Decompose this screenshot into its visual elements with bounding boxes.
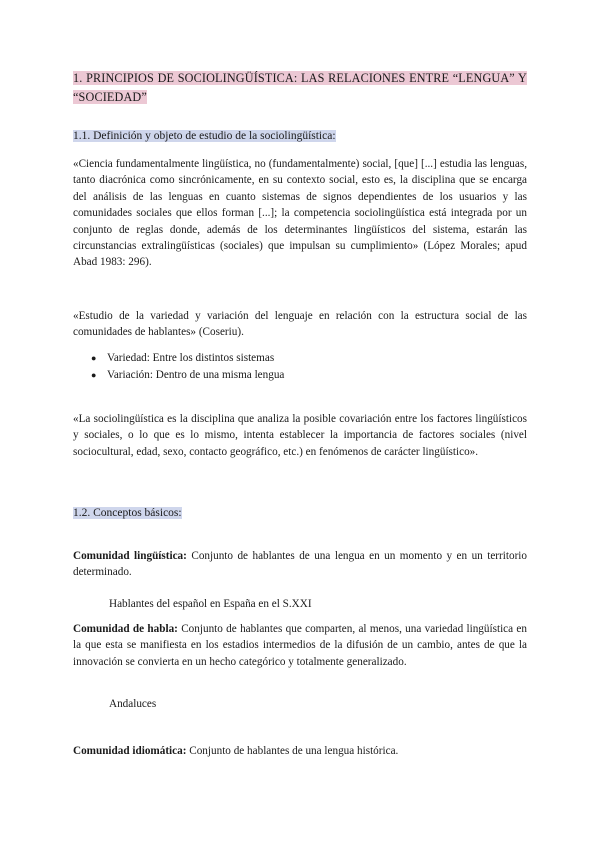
concept-term: Comunidad idiomática: (73, 745, 187, 757)
concept-definition (73, 743, 527, 759)
concept-term: Comunidad de habla: (73, 623, 178, 635)
subsection-heading-text: 1.2. Conceptos básicos: (73, 507, 182, 519)
list-item (91, 367, 511, 384)
concept-text: Conjunto de hablantes de una lengua en un momento y en un territorio determinado. (73, 550, 527, 579)
quote-paragraph-coseriu: «Estudio de la variedad y variación del lenguaje en relación con la estructura social de las comunidades de hablantes» (Coseriu). (73, 310, 527, 339)
concept-example: Hablantes del español en España en el S.XXI (109, 598, 312, 610)
list-item (91, 350, 511, 367)
subsection-heading-text: 1.1. Definición y objeto de estudio de la sociolingüística: (73, 130, 336, 142)
bullet-icon: ● (91, 370, 97, 380)
bullet-icon: ● (91, 353, 97, 363)
list-item-text: Variación: Dentro de una misma lengua (107, 369, 285, 381)
concept-definition (73, 548, 527, 581)
bullet-list (91, 350, 511, 384)
concept-text: Conjunto de hablantes que comparten, al menos, una variedad lingüística en la que esta se manifiesta en los estadios intermedios de la difusión de un cambio, antes de que la innovación se convierta en un hecho categórico y totalmente generalizado. (73, 623, 527, 668)
section-heading (73, 69, 527, 107)
concept-text: Conjunto de hablantes de una lengua histórica. (186, 745, 399, 757)
subsection-heading (73, 505, 527, 521)
quote-paragraph: «Ciencia fundamentalmente lingüística, no (fundamentalmente) social, [que] [...] estudia las lenguas, tanto diacrónica como sincrónicamente, en su contexto social, esto es, la disciplina que se encarga del análisis de las lenguas en cuanto sistemas de signos dependientes de los usuarios y las comunidades sociales que ellos forman [...]; la competencia sociolingüística está integrada por un conjunto de reglas donde, además de los determinantes lingüísticos del sistema, estarán las circunstancias extralingüísticas (sociales) que impulsan su cumplimiento» (López Morales; apud Abad 1983: 296). (73, 158, 527, 269)
concept-term: Comunidad lingüística: (73, 550, 187, 562)
section-heading-text: 1. PRINCIPIOS DE SOCIOLINGÜÍSTICA: LAS RELACIONES ENTRE “LENGUA” Y “SOCIEDAD” (73, 71, 527, 104)
quote-paragraph-sociolinguistics: «La sociolingüística es la disciplina que analiza la posible covariación entre los factores lingüísticos y sociales, o lo que es lo mismo, intenta establecer la importancia de factores sociales (nivel sociocultural, edad, sexo, contacto geográfico, etc.) en fenómenos de carácter lingüístico». (73, 413, 527, 458)
concept-example: Andaluces (109, 698, 157, 710)
subsection-heading (73, 128, 527, 144)
list-item-text: Variedad: Entre los distintos sistemas (107, 352, 275, 364)
concept-definition (73, 621, 527, 670)
